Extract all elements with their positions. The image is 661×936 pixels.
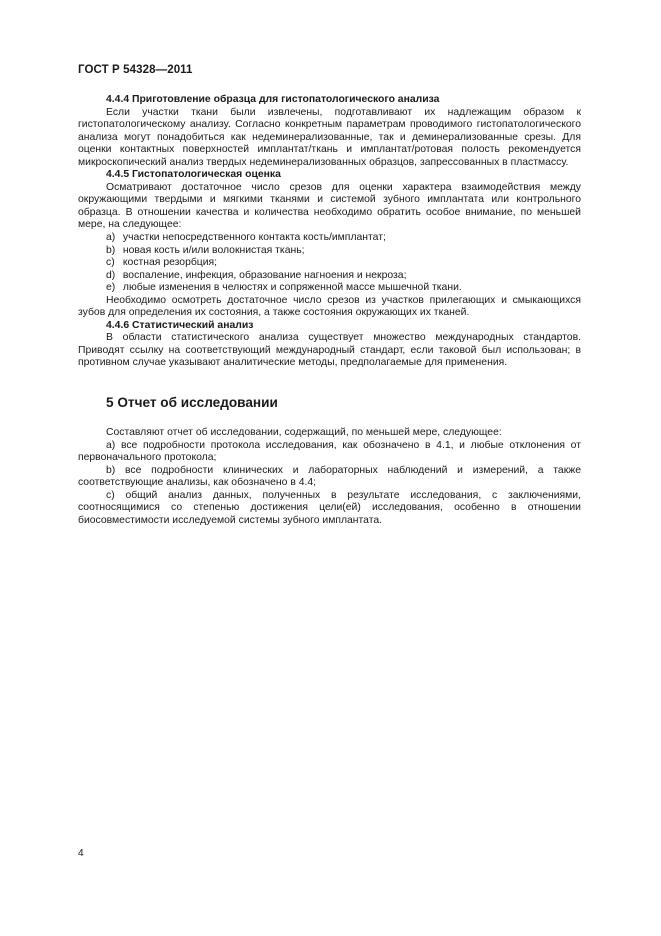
section-4-4-6-title: 4.4.6 Статистический анализ [106, 319, 254, 331]
list-item [78, 257, 581, 270]
list-item [78, 490, 581, 528]
list-marker: b) [106, 244, 116, 256]
list-marker: а) [106, 232, 116, 244]
list-item-text: все подробности протокола исследования, как обозначено в 4.1, и любые отклонения от первоначального протокола; [78, 439, 581, 464]
list-item-text: новая кость и/или волокнистая ткань; [122, 244, 305, 256]
section-4-4-5-title: 4.4.5 Гистопатологическая оценка [106, 169, 281, 181]
section-4-4-5-paragraph: Осматривают достаточное число срезов для оценки характера взаимодействия между окружающими твердыми и мягкими тканями и системой зубного имплантата или контрольного образца. В отношении качества и количества необходимо обратить особое внимание, по меньшей мере, на следующее: [78, 181, 581, 231]
list-marker: b) [106, 464, 116, 476]
section-4-4-4-title: 4.4.4 Приготовление образца для гистопатологического анализа [106, 94, 440, 105]
list-marker: с) [106, 257, 115, 269]
list-item-text: костная резорбция; [122, 257, 218, 269]
list-item [78, 440, 581, 465]
page-number: 4 [78, 848, 84, 859]
list-item-text: любые изменения в челюстях и сопряженной массе мышечной ткани. [122, 282, 462, 294]
list-item [78, 270, 581, 283]
list-item [78, 465, 581, 490]
list-item [78, 232, 581, 245]
list-marker: с) [106, 489, 115, 501]
list-marker: е) [106, 282, 116, 294]
list-item-text: воспаление, инфекция, образование нагноения и некроза; [122, 269, 407, 281]
list-item [78, 282, 581, 295]
list-item-text: все подробности клинических и лабораторных наблюдений и измерений, а также соответствующие анализы, как обозначено в 4.4; [78, 464, 581, 489]
list-item [78, 245, 581, 258]
section-5-intro: Составляют отчет об исследовании, содержащий, по меньшей мере, следующее: [106, 427, 502, 439]
section-4-4-6-paragraph: В области статистического анализа существует множество международных стандартов. Приводят ссылку на соответствующий международный стандарт, если таковой был использован; в противном случае указывают аналитические методы, предполагаемые для применения. [78, 332, 581, 369]
section-4-4-4-paragraph: Если участки ткани были извлечены, подготавливают их надлежащим образом к гистопатологическому анализу. Согласно конкретным параметрам проводимого гистопатологического анализа могут понадобиться как недеминерализованные, так и деминерализованные срезы. Для оценки контактных поверхностей имплантат/ткань и имплантат/ротовая полость рекомендуется микроскопический анализ твердых недеминерализованных образцов, запрессованных в пластмассу. [78, 106, 581, 168]
section-5-title: 5 Отчет об исследовании [106, 395, 278, 411]
list-marker: d) [106, 269, 116, 281]
list-marker: а) [106, 439, 116, 451]
section-4-4-5-closing-paragraph: Необходимо осмотреть достаточное число срезов из участков прилегающих и смыкающихся зубов для определения их состояния, а также состояния окружающих их тканей. [78, 294, 581, 319]
list-item-text: участки непосредственного контакта кость/имплантат; [122, 232, 386, 244]
document-header: ГОСТ Р 54328—2011 [78, 64, 193, 76]
page-content [78, 94, 581, 527]
list-item-text: общий анализ данных, полученных в результате исследования, с заключениями, соотносящимися со степенью достижения цели(ей) исследования, особенно в отношении биосовместимости исследуемой системы зубного имплантата. [78, 489, 581, 526]
